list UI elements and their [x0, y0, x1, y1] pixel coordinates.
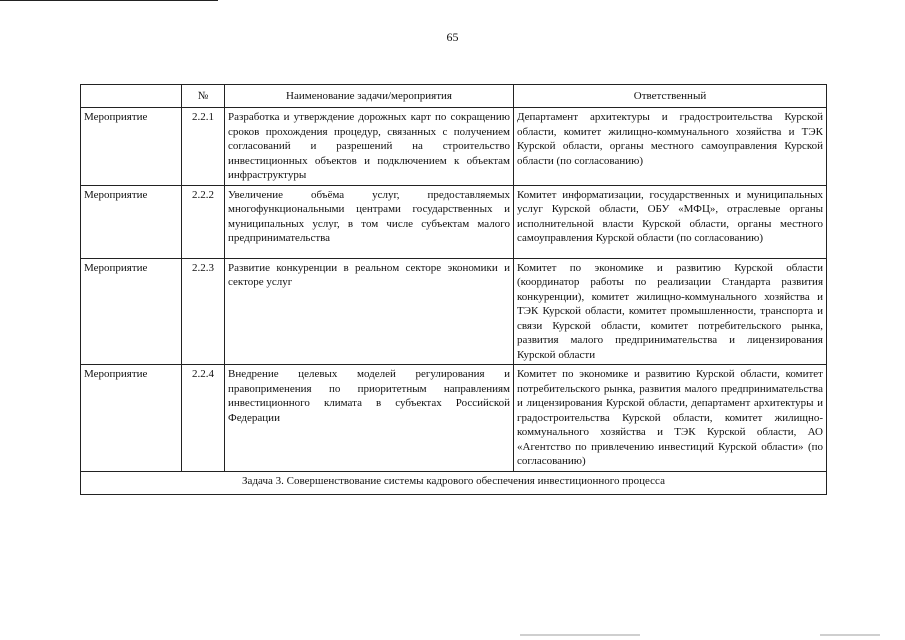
row-type: Мероприятие [81, 365, 182, 472]
header-task: Наименование задачи/мероприятия [225, 85, 514, 108]
table-header-row [81, 85, 827, 108]
page-number: 65 [446, 30, 459, 44]
row-responsible: Комитет по экономике и развитию Курской области (координатор работы по реализации Стандарта развития конкуренции), комитет жилищно-коммунального хозяйства и ТЭК Курской области, комитет промышленности, транспорта и связи Курской области, комитет потребительского рынка, развития малого предпринимательства и лицензирования Курской области [514, 258, 827, 365]
row-task: Внедрение целевых моделей регулирования и правоприменения по приоритетным направлениям инвестиционного климата в субъектах Российской Федерации [225, 365, 514, 472]
row-type: Мероприятие [81, 258, 182, 365]
top-rule [0, 0, 218, 1]
table-row [81, 365, 827, 472]
table-row [81, 108, 827, 186]
row-task: Развитие конкуренции в реальном секторе экономики и секторе услуг [225, 258, 514, 365]
measures-table [80, 84, 827, 495]
row-number: 2.2.4 [182, 365, 225, 472]
section-title: Задача 3. Совершенствование системы кадрового обеспечения инвестиционного процесса [81, 471, 827, 494]
table-row [81, 185, 827, 258]
row-number: 2.2.2 [182, 185, 225, 258]
table-row [81, 258, 827, 365]
scan-artifact [520, 634, 640, 636]
row-responsible: Комитет информатизации, государственных и муниципальных услуг Курской области, ОБУ «МФЦ», отраслевые органы исполнительной власти Курской области, органы местного самоуправления Курской области (по согласованию) [514, 185, 827, 258]
row-number: 2.2.3 [182, 258, 225, 365]
row-type: Мероприятие [81, 185, 182, 258]
row-responsible: Комитет по экономике и развитию Курской области, комитет потребительского рынка, развития малого предпринимательства и лицензирования Курской области, департамент архитектуры и градостроительства Курской области, комитет жилищно-коммунального хозяйства и ТЭК Курской области, АО «Агентство по привлечению инвестиций Курской области» (по согласованию) [514, 365, 827, 472]
row-task: Увеличение объёма услуг, предоставляемых многофункциональными центрами государственных и муниципальных услуг, в том числе субъектам малого предпринимательства [225, 185, 514, 258]
header-responsible: Ответственный [514, 85, 827, 108]
header-number: № [182, 85, 225, 108]
row-number: 2.2.1 [182, 108, 225, 186]
scan-artifact [820, 634, 880, 636]
header-type [81, 85, 182, 108]
row-responsible: Департамент архитектуры и градостроительства Курской области, комитет жилищно-коммунального хозяйства и ТЭК Курской области, органы местного самоуправления Курской области (по согласованию) [514, 108, 827, 186]
section-row [81, 471, 827, 494]
row-type: Мероприятие [81, 108, 182, 186]
row-task: Разработка и утверждение дорожных карт по сокращению сроков прохождения процедур, связанных с получением согласований и разрешений на строительство инвестиционных объектов и подключением к объектам инфраструктуры [225, 108, 514, 186]
